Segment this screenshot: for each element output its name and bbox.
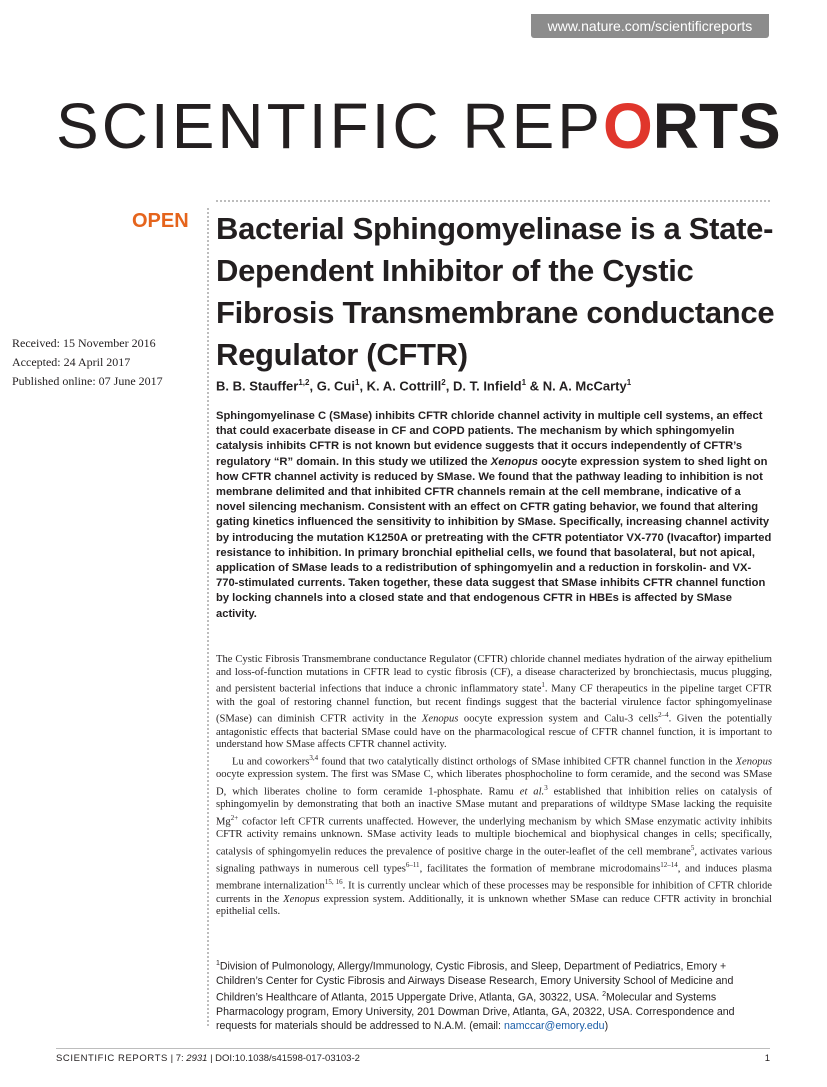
- journal-logo-text: SCIENTIFIC REPORTS: [56, 90, 781, 162]
- author-name[interactable]: N. A. McCarty: [542, 378, 627, 394]
- footer-rule: [56, 1048, 770, 1049]
- title-divider: [216, 200, 770, 202]
- article-title: Bacterial Sphingomyelinase is a State-Dependent Inhibitor of the Cystic Fibrosis Transmembrane conductance Regulator (CFTR): [216, 211, 775, 372]
- page-number: 1: [764, 1053, 770, 1064]
- author-affiliation-ref: 2: [441, 378, 446, 387]
- article-dates: [12, 334, 202, 391]
- author-name[interactable]: K. A. Cottrill: [366, 378, 442, 394]
- author-affiliation-ref: 1: [626, 378, 632, 387]
- body-text: [216, 654, 772, 919]
- citation-ref[interactable]: 3,4: [309, 753, 319, 762]
- author-list: B. B. Stauffer$^{1,2}$, G. Cui$^1$, K. A. Cottrill$^2$, D. T. Infield$^1$ & N. A. McCarty$^1$: [216, 378, 632, 394]
- author-name[interactable]: G. Cui: [316, 378, 355, 394]
- author-name[interactable]: B. B. Stauffer: [216, 378, 299, 394]
- author-affiliation-ref: 1: [521, 378, 527, 387]
- citation-ref[interactable]: 1: [541, 681, 545, 690]
- footer-article-number: 2931: [186, 1053, 208, 1064]
- journal-url-badge[interactable]: www.nature.com/scientificreports: [531, 14, 769, 38]
- affiliations: $^1$Division of Pulmonology, Allergy/Immunology, Cystic Fibrosis, and Sleep, Department of Pediatrics, Emory + Children’s Center for Cystic Fibrosis and Airways Disease Research, Emory University School of Medicine and Children’s Healthcare of Atlanta, 2015 Uppergate Drive, Atlanta, GA, 30322, USA. $^2$Molecular and Systems Pharmacology program, Emory University, 201 Dowman Drive, Atlanta, GA, 20322, USA. Correspondence and requests for materials should be addressed to N.A.M. (email: namccar@emory.edu): [216, 960, 735, 1032]
- correspondence-email-link[interactable]: namccar@emory.edu: [503, 1019, 605, 1032]
- body-paragraph-2: Lu and coworkers$^{3,4}$ found that two catalytically distinct orthologs of SMase inhibited CFTR channel function in the Xenopus oocyte expression system. The first was SMase C, which liberates phosphocholine to form ceramide, and the second was SMase D, which liberates choline to form ceramide 1-phosphate. Ramu et al.$^3$ established that inhibition relies on catalysis of sphingomyelin by demonstrating that both an inactive SMase mutant and preparations of wildtype SMase lacking the requisite $Mg^{2+}$ cofactor left CFTR currents unaffected. However, the underlying mechanism by which SMase enzymatic activity inhibits CFTR activity remains unknown. SMase activity leads to multiple biochemical and biophysical changes in cells; specifically, catalysis of sphingomyelin reduces the prevalence of positive charge in the outer-leaflet of the cell membrane$^5$, activates various signaling pathways in numerous cell types$^{6-11}$, facilitates the formation of membrane microdomains$^{12-14}$, and induces plasma membrane internalization$^{15, 16}$. It is currently unclear which of these processes may be responsible for inhibition of CFTR chloride currents in the Xenopus expression system. Additionally, it is unknown whether SMase can reduce CFTR activity in bronchial epithelial cells.: [216, 753, 773, 918]
- body-paragraph-1: The Cystic Fibrosis Transmembrane conductance Regulator (CFTR) chloride channel mediates hydration of the airway epithelium and loss-of-function mutations in CFTR lead to cystic fibrosis (CF), a disease characterized by bronchiectasis, mucus plugging, and persistent bacterial infections that induce a chronic inflammatory state$^1$. Many CF therapeutics in the pipeline target CFTR with the goal of restoring channel function, but recent findings suggest that the bacterial virulence factor sphingomyelinase (SMase) can diminish CFTR activity in the Xenopus oocyte expression system and Calu-3 cells$^{2-4}$. Given the potentially antagonistic effects that bacterial SMase could have on the pharmacological rescue of CFTR channel function, it is important to understand how SMase affects CFTR channel activity.: [216, 654, 773, 751]
- journal-masthead: [56, 86, 781, 166]
- citation-ref[interactable]: 15, 16: [324, 878, 343, 887]
- author-affiliation-ref: 1,2: [298, 378, 310, 387]
- accepted-date: Accepted: 24 April 2017: [12, 355, 131, 369]
- abstract: Sphingomyelinase C (SMase) inhibits CFTR chloride channel activity in multiple cell systems, an effect that could exacerbate disease in CF and COPD patients. The mechanism by which sphingomyelin catalysis inhibits CFTR is not known but evidence suggests that it occurs independently of CFTR’s regulatory “R” domain. In this study we utilized the Xenopus oocyte expression system to shed light on how CFTR channel activity is reduced by SMase. We found that the pathway leading to inhibition is not membrane delimited and that inhibited CFTR channels remain at the cell membrane, indicative of a novel silencing mechanism. Consistent with an effect on CFTR gating behavior, we found that altering gating kinetics influenced the sensitivity to inhibition by SMase. Specifically, increasing channel activity by introducing the mutation K1250A or pretreating with the CFTR potentiator VX-770 (Ivacaftor) imparted resistance to inhibition. In primary bronchial epithelial cells, we found that basolateral, but not apical, application of SMase leads to a redistribution of sphingomyelin and a reduction in forskolin- and VX-770-stimulated currents. Taken together, these data suggest that SMase inhibits CFTR channel function by locking channels into a closed state and that endogenous CFTR in HBEs is affected by SMase activity.: [216, 410, 772, 620]
- footer-volume: 7:: [175, 1053, 187, 1064]
- page-footer: SCIENTIFIC REPORTS | 7: 2931 | DOI:10.1038/s41598-017-03103-2 1: [56, 1053, 770, 1064]
- citation-ref[interactable]: 3: [544, 783, 548, 792]
- footer-doi[interactable]: | DOI:10.1038/s41598-017-03103-2: [207, 1053, 360, 1064]
- citation-ref[interactable]: 6–11: [405, 861, 420, 870]
- received-date: Received: 15 November 2016: [12, 336, 156, 350]
- column-divider: [207, 208, 209, 1026]
- open-access-label: OPEN: [132, 210, 189, 232]
- citation-ref[interactable]: 2–4: [658, 711, 669, 720]
- logo-gear-o: O: [602, 90, 653, 162]
- published-date: Published online: 07 June 2017: [12, 374, 163, 388]
- footer-journal-name: SCIENTIFIC REPORTS: [56, 1053, 168, 1064]
- citation-ref[interactable]: 5: [690, 843, 695, 852]
- citation-ref[interactable]: 12–14: [660, 861, 678, 870]
- author-affiliation-ref: 1: [354, 378, 360, 387]
- author-name[interactable]: D. T. Infield: [452, 378, 522, 394]
